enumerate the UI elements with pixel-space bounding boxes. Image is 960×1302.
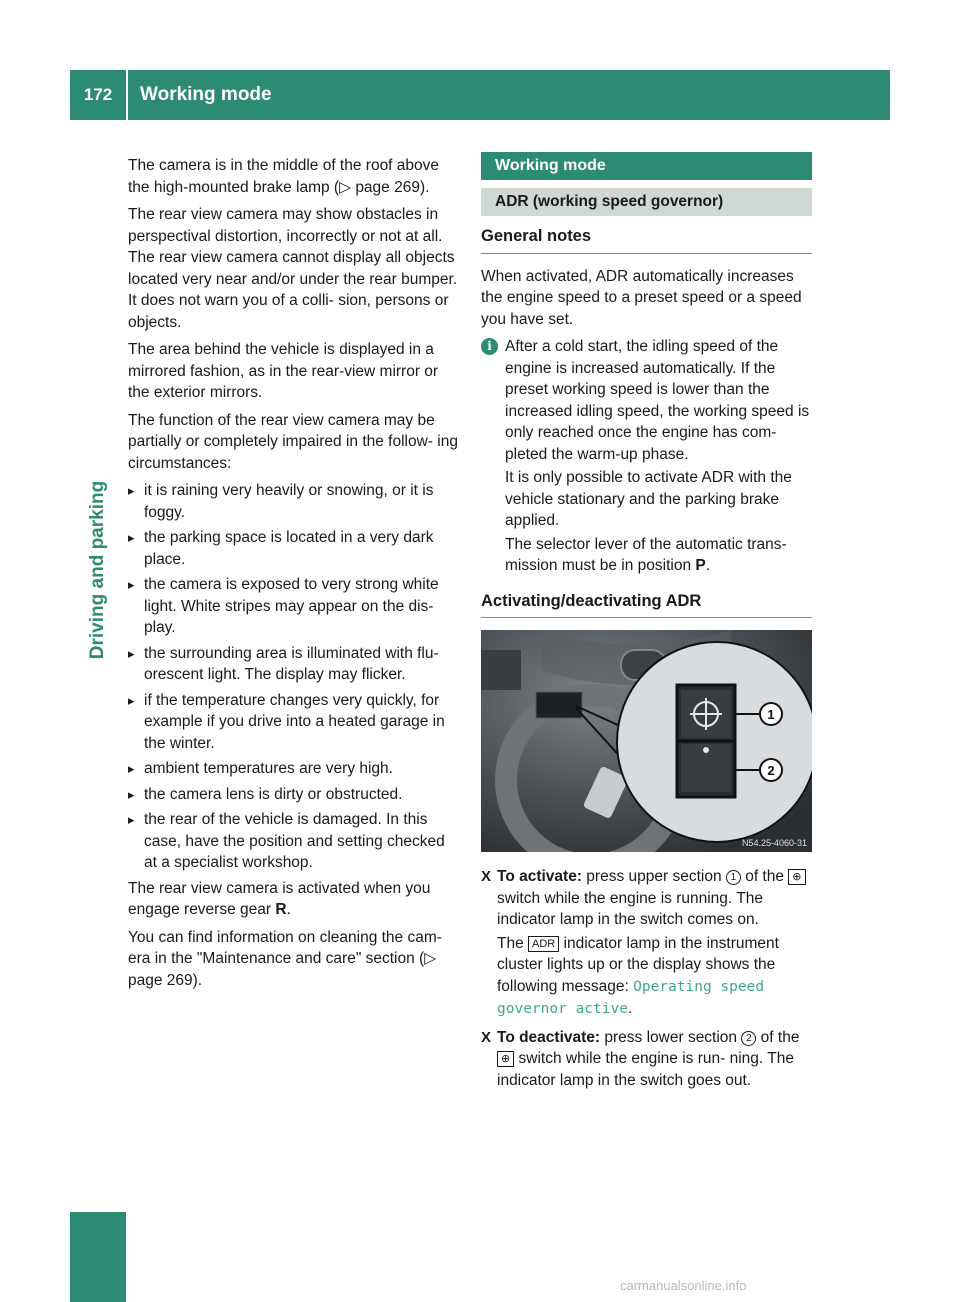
info-selector-lever bbox=[505, 534, 812, 577]
step-activate bbox=[481, 866, 812, 1021]
page-number: 172 bbox=[83, 85, 113, 104]
display-message: Operating speed governor active bbox=[497, 978, 765, 1017]
header-divider bbox=[126, 70, 128, 120]
step-marker: X bbox=[481, 868, 492, 885]
position-p: P bbox=[695, 557, 706, 574]
side-label-text: Driving and parking bbox=[87, 480, 109, 660]
subsection-title: ADR (working speed governor) bbox=[481, 188, 812, 216]
step-marker: X bbox=[481, 1028, 492, 1046]
activate-indicator bbox=[497, 933, 812, 1021]
heading-general-notes: General notes bbox=[481, 226, 812, 254]
callout-1: 1 bbox=[767, 707, 775, 722]
info-icon: i bbox=[481, 338, 498, 355]
activate-text: of the bbox=[740, 868, 789, 885]
activate-label: To activate: bbox=[497, 868, 582, 885]
list-item: ▸ the camera lens is dirty or obstructed. bbox=[128, 784, 460, 806]
right-column bbox=[481, 152, 812, 1097]
paragraph-camera-distortion: The rear view camera may show obstacles in perspectival distortion, incorrectly or not at all. The rear view camera cannot display all objects located very near and/or under the rear bumper. It does not warn you of a colli- sion, persons or objects. bbox=[128, 206, 458, 331]
activate-instruction bbox=[497, 866, 812, 931]
circumstances-list bbox=[128, 480, 460, 874]
deactivate-label: To deactivate: bbox=[497, 1028, 601, 1046]
gear-r: R bbox=[275, 901, 287, 918]
info-activation-condition: It is only possible to activate ADR with the vehicle stationary and the parking brake applied. bbox=[505, 469, 792, 529]
callout-2: 2 bbox=[767, 763, 775, 778]
selector-lever-end: . bbox=[705, 557, 711, 574]
paragraph-cleaning-info: You can find information on cleaning the cam- era in the "Maintenance and care" section (▷ page 269). bbox=[128, 928, 442, 989]
paragraph-impaired-function: The function of the rear view camera may be partially or completely impaired in the follow- ing circumstances: bbox=[128, 411, 458, 472]
paragraph-adr-general: When activated, ADR automatically increases the engine speed to a preset speed or a speed you have set. bbox=[481, 267, 802, 328]
info-note bbox=[481, 336, 812, 577]
adr-indicator-icon: ADR bbox=[528, 936, 559, 952]
activate-text: switch while the engine is running. bbox=[497, 889, 733, 907]
list-item: ▸ the camera is exposed to very strong white light. White stripes may appear on the dis- play. bbox=[128, 574, 460, 639]
watermark: carmanualsonline.info bbox=[620, 1278, 747, 1293]
deactivate-text: press lower section bbox=[600, 1028, 742, 1046]
selector-lever-text: The selector lever of the automatic trans- mission must be in position bbox=[505, 535, 787, 574]
list-item: ▸ if the temperature changes very quickly, for example if you drive into a heated garage in the winter. bbox=[128, 690, 460, 755]
indicator-text: . bbox=[627, 1000, 633, 1017]
adr-switch-icon: ⊕ bbox=[788, 869, 805, 885]
reverse-gear-text: The rear view camera is activated when you engage reverse gear bbox=[128, 879, 431, 918]
section-side-label bbox=[80, 420, 116, 720]
indicator-text: indicator lamp in the instrument cluster lights up or the display shows the following message: bbox=[497, 934, 779, 995]
paragraph-camera-location: The camera is in the middle of the roof above the high-mounted brake lamp (▷ page 269). bbox=[128, 157, 440, 196]
list-item: ▸ the rear of the vehicle is damaged. In this case, have the position and setting checked at a specialist workshop. bbox=[128, 809, 460, 874]
deactivate-instruction bbox=[497, 1027, 812, 1092]
section-title: Working mode bbox=[481, 152, 812, 180]
adr-switch-figure bbox=[481, 630, 812, 852]
info-cold-start: After a cold start, the idling speed of the engine is increased automatically. If the preset working speed is lower than the increased idling speed, the working speed is only reached once the engine has com- pleted the warm-up phase. bbox=[505, 338, 810, 463]
paragraph-mirrored-display: The area behind the vehicle is displayed in a mirrored fashion, as in the rear-view mirror or the exterior mirrors. bbox=[128, 341, 439, 401]
list-item: ▸ ambient temperatures are very high. bbox=[128, 758, 460, 780]
page-title: Working mode bbox=[140, 84, 272, 105]
deactivate-text: The indicator lamp in the switch goes out. bbox=[497, 1050, 794, 1089]
adr-switch-icon: ⊕ bbox=[497, 1051, 514, 1067]
list-item: ▸ it is raining very heavily or snowing, or it is foggy. bbox=[128, 480, 460, 523]
side-color-block bbox=[70, 1212, 126, 1302]
paragraph-reverse-gear bbox=[128, 878, 460, 921]
indicator-text: The bbox=[497, 934, 529, 952]
deactivate-text: switch while the engine is run- ning. bbox=[514, 1050, 764, 1067]
step-deactivate bbox=[481, 1027, 812, 1092]
left-column bbox=[128, 155, 460, 997]
list-item: ▸ the surrounding area is illuminated with flu- orescent light. The display may flicker. bbox=[128, 643, 460, 686]
callout-2-ref: 2 bbox=[741, 1031, 756, 1046]
list-item: ▸ the parking space is located in a very dark place. bbox=[128, 527, 460, 570]
activate-text: The indicator lamp in the switch comes on. bbox=[497, 889, 763, 928]
heading-activating-adr: Activating/deactivating ADR bbox=[481, 591, 812, 619]
callout-1-ref: 1 bbox=[726, 870, 741, 885]
deactivate-text: of the bbox=[756, 1028, 800, 1046]
figure-code: N54.25-4060-31 bbox=[741, 838, 807, 848]
adr-switch-illustration bbox=[481, 630, 812, 852]
activate-text: press upper section bbox=[582, 868, 726, 885]
reverse-gear-end: . bbox=[286, 901, 291, 918]
